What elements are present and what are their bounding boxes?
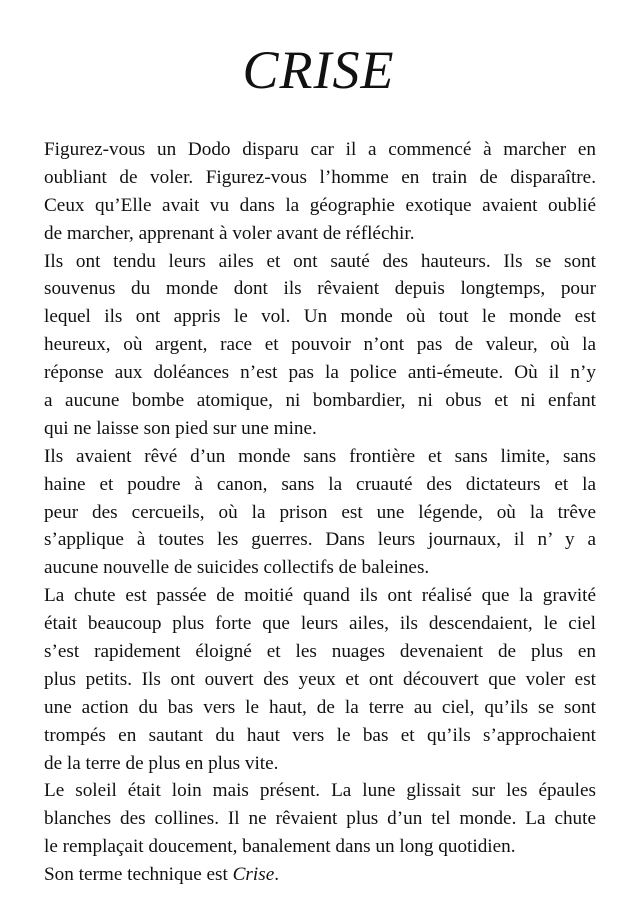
text-line: plus petits. Ils ont ouvert des yeux et ont découvert que voler est [44, 668, 596, 690]
text-line: réponse aux doléances n’est pas la police anti-émeute. Où il n’y [44, 362, 596, 384]
closing-suffix: . [274, 864, 280, 886]
text-line: La chute est passée de moitié quand ils ont réalisé que la gravité [44, 585, 596, 607]
page-title: CRISE [242, 40, 395, 100]
text-line: de la terre de plus en plus vite. [44, 752, 279, 774]
text-line: de marcher, apprenant à voler avant de réfléchir. [44, 222, 415, 244]
text-line: peur des cercueils, où la prison est une légende, où la trêve [44, 501, 596, 523]
text-line: s’est rapidement éloigné et les nuages devenaient de plus en [44, 641, 596, 663]
text-line: trompés en sautant du haut vers le bas et qu’ils s’approchaient [44, 724, 596, 746]
text-line: s’applique à toutes les guerres. Dans leurs journaux, il n’ y a [44, 529, 596, 551]
body-text [44, 136, 596, 889]
paragraph [44, 582, 596, 777]
paragraph [44, 248, 596, 443]
text-line: qui ne laisse son pied sur une mine. [44, 417, 317, 439]
paragraph [44, 443, 596, 582]
closing-emphasis: Crise [232, 864, 275, 886]
text-line: Ceux qu’Elle avait vu dans la géographie exotique avaient oublié [44, 194, 596, 216]
text-line: haine et poudre à canon, sans la cruauté des dictateurs et la [44, 473, 596, 495]
closing-line [44, 861, 596, 889]
text-line: lequel ils ont appris le vol. Un monde où tout le monde est [44, 306, 596, 328]
text-line: oubliant de voler. Figurez-vous l’homme en train de disparaître. [44, 166, 596, 188]
paragraph [44, 136, 596, 248]
text-line: Ils ont tendu leurs ailes et ont sauté des hauteurs. Ils se sont [44, 250, 596, 272]
text-line: heureux, où argent, race et pouvoir n’ont pas de valeur, où la [44, 334, 596, 356]
text-line: le remplaçait doucement, banalement dans un long quotidien. [44, 836, 516, 858]
text-line: était beaucoup plus forte que leurs ailes, ils descendaient, le ciel [44, 613, 596, 635]
text-line: Ils avaient rêvé d’un monde sans frontière et sans limite, sans [44, 445, 596, 467]
text-line: Figurez-vous un Dodo disparu car il a commencé à marcher en [44, 139, 596, 160]
text-line: aucune nouvelle de suicides collectifs de baleines. [44, 557, 430, 579]
text-line: souvenus du monde dont ils rêvaient depuis longtemps, pour [44, 278, 596, 300]
text-line: a aucune bombe atomique, ni bombardier, ni obus et ni enfant [44, 390, 596, 412]
closing-prefix: Son terme technique est [44, 864, 233, 886]
text-line: blanches des collines. Il ne rêvaient plus d’un tel monde. La chute [44, 808, 596, 830]
paragraph [44, 777, 596, 889]
text-line: une action du bas vers le haut, de la terre au ciel, qu’ils se sont [44, 696, 596, 718]
text-line: Le soleil était loin mais présent. La lune glissait sur les épaules [44, 780, 596, 802]
